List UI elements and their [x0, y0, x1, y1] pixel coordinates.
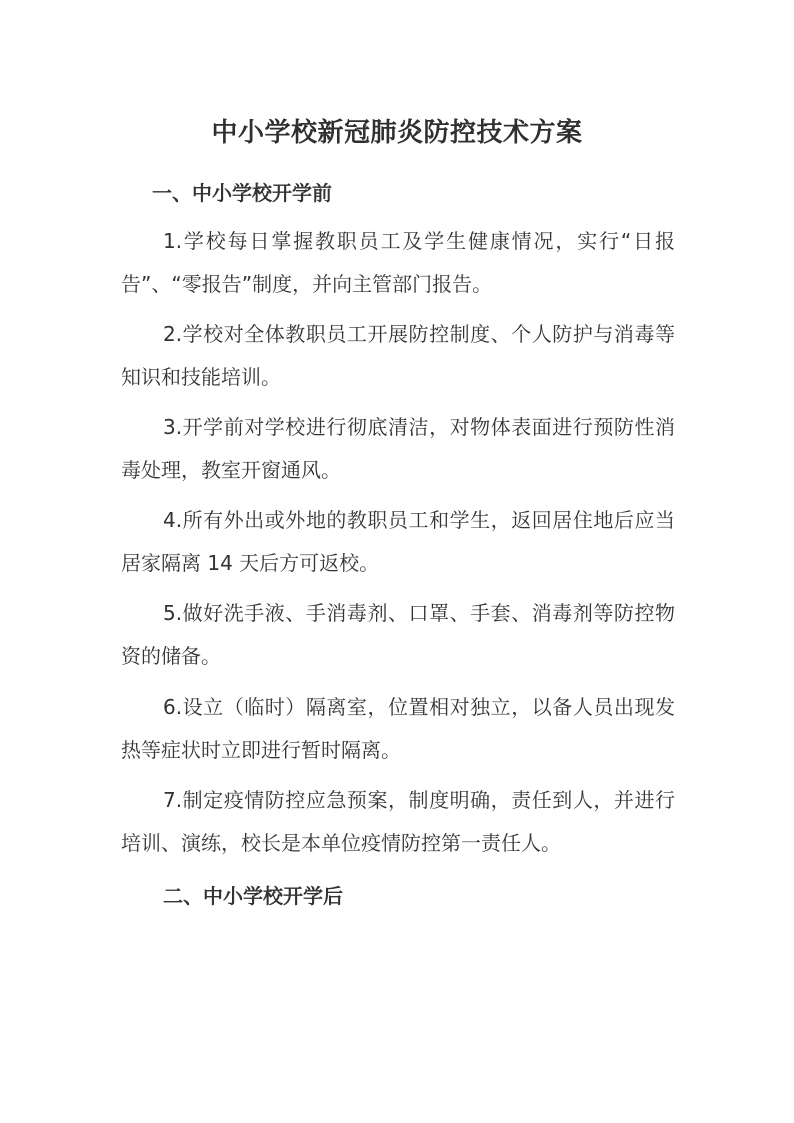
list-item: 7.制定疫情防控应急预案，制度明确，责任到人，并进行培训、演练，校长是本单位疫情防控第一责任人。	[121, 788, 675, 855]
list-item: 2.学校对全体教职员工开展防控制度、个人防护与消毒等知识和技能培训。	[121, 322, 675, 389]
section-heading-after-school: 二、中小学校开学后	[163, 884, 343, 908]
list-item: 5.做好洗手液、手消毒剂、口罩、手套、消毒剂等防控物资的储备。	[121, 601, 675, 668]
list-item: 4.所有外出或外地的教职员工和学生，返回居住地后应当居家隔离 14 天后方可返校。	[121, 508, 675, 575]
list-item: 6.设立（临时）隔离室，位置相对独立，以备人员出现发热等症状时立即进行暂时隔离。	[121, 695, 675, 762]
list-item: 3.开学前对学校进行彻底清洁，对物体表面进行预防性消毒处理，教室开窗通风。	[121, 415, 675, 482]
document-title: 中小学校新冠肺炎防控技术方案	[211, 118, 583, 148]
section-heading-before-school: 一、中小学校开学前	[152, 181, 332, 205]
list-item: 1.学校每日掌握教职员工及学生健康情况，实行“日报告”、“零报告”制度，并向主管部门报告。	[121, 229, 675, 296]
